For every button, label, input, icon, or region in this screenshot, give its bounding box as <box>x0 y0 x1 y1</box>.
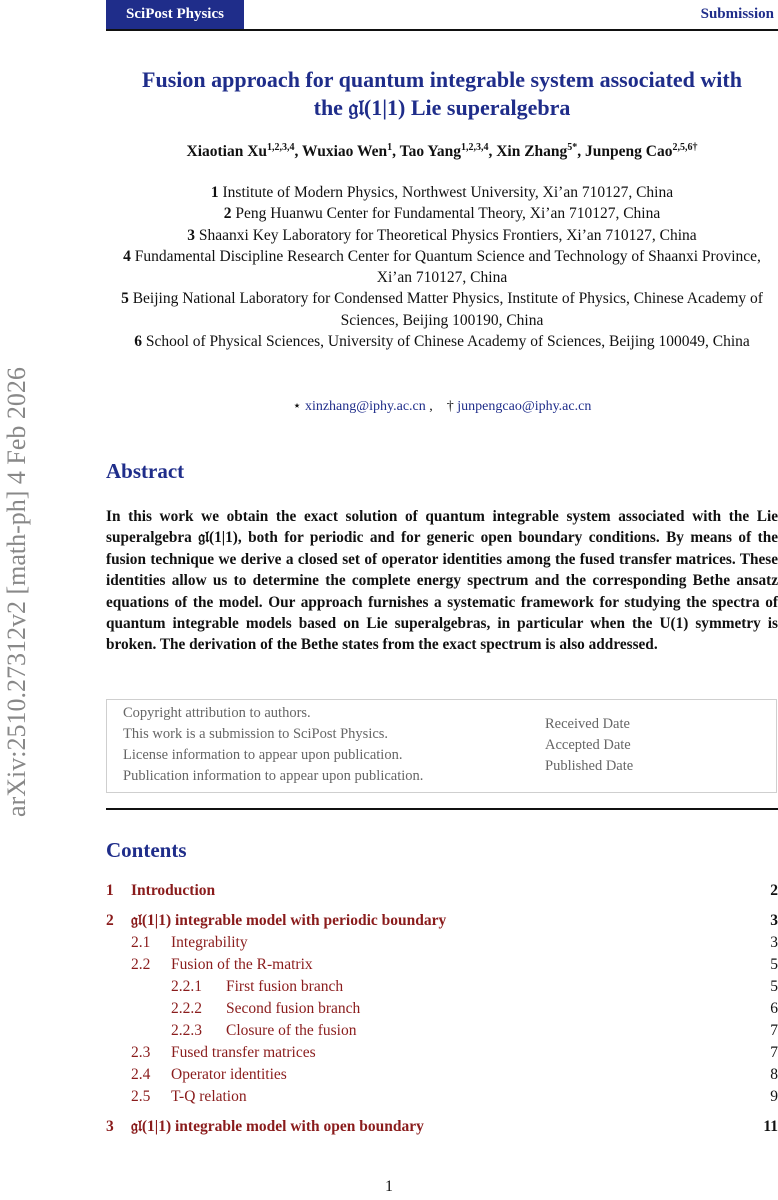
toc-page: 3 <box>770 934 778 951</box>
affiliation-item <box>106 246 778 289</box>
toc-label: 𝔤𝔩(1|1) integrable model with open boundary <box>131 1118 424 1135</box>
title-line-1: Fusion approach for quantum integrable system associated with <box>142 67 742 92</box>
affiliation-number: 2 <box>223 205 232 223</box>
affiliation-item <box>106 182 778 203</box>
toc-number: 2.2 <box>131 956 151 973</box>
toc-page: 5 <box>770 978 778 995</box>
accepted-date: Accepted Date <box>545 737 631 753</box>
contents-heading: Contents <box>106 838 187 862</box>
submission-label: Submission <box>700 6 774 22</box>
affiliation-text: School of Physical Sciences, University of Chinese Academy of Sciences, Beijing 100049, China <box>145 333 750 351</box>
affiliation-number: 5 <box>121 290 129 308</box>
affiliation-item <box>106 225 778 246</box>
toc-number: 2.5 <box>131 1088 151 1105</box>
toc-entry[interactable] <box>106 1064 778 1086</box>
abstract-heading: Abstract <box>106 459 185 483</box>
affiliation-number: 1 <box>210 184 219 201</box>
section-rule <box>106 808 778 810</box>
toc-entry[interactable] <box>106 976 778 998</box>
toc-number: 2.2.1 <box>171 978 202 995</box>
toc-page: 9 <box>770 1088 778 1105</box>
toc-label: First fusion branch <box>226 978 344 995</box>
date-info <box>545 714 633 777</box>
author-list: Xiaotian Xu$^{1,2,3,4}$, Wuxiao Wen$^1$, Tao Yang$^{1,2,3,4}$, Xin Zhang$^{5*}$, Junpeng Cao$^{2,5,6\dagger}$ <box>186 142 698 161</box>
received-date: Received Date <box>545 716 630 732</box>
abstract-text: In this work we obtain the exact solution of quantum integrable system associated with the Lie superalgebra 𝔤𝔩(1|1), both for periodic and for generic open boundary conditions. By means of the fusion technique we derive a closed set of operator identities among the fused transfer matrices. These identities allow us to determine the complete energy spectrum and the corresponding Bethe ansatz equations of the model. Our approach furnishes a systematic framework for studying the spectra of quantum integrable models based on Lie superalgebras, in particular when the U(1) symmetry is broken. The derivation of the Bethe states from the exact spectrum is also addressed. <box>106 508 778 654</box>
affiliation-text: Beijing National Laboratory for Condensed Matter Physics, Institute of Physics, Chinese Academy of Sciences, Beijing 100190, China <box>132 290 763 329</box>
submission-line: This work is a submission to SciPost Physics. <box>123 726 389 742</box>
toc-entry[interactable] <box>106 1086 778 1108</box>
author-name: Xiaotian Xu <box>186 143 268 161</box>
affiliation-text: Shaanxi Key Laboratory for Theoretical Physics Frontiers, Xi’an 710127, China <box>198 226 697 244</box>
affiliation-text: Peng Huanwu Center for Fundamental Theory, Xi’an 710127, China <box>235 205 661 223</box>
toc-entry[interactable] <box>106 1020 778 1042</box>
toc-label: 𝔤𝔩(1|1) integrable model with periodic boundary <box>131 912 447 929</box>
corresponding-emails: ⋆ xinzhang@iphy.ac.cn , † junpengcao@iphy.ac.cn <box>292 399 592 414</box>
toc-label: Fused transfer matrices <box>171 1044 316 1061</box>
toc-number: 1 <box>106 882 114 899</box>
toc-label: Introduction <box>131 882 216 899</box>
affiliation-item <box>106 288 778 331</box>
paper-title <box>106 66 778 122</box>
email-link-2[interactable]: junpengcao@iphy.ac.cn <box>457 399 592 414</box>
license-info <box>123 703 423 787</box>
toc-gap <box>106 902 778 910</box>
publication-info-box <box>106 699 777 793</box>
author-name: Xin Zhang <box>496 143 568 161</box>
toc-number: 2.2.2 <box>171 1000 202 1017</box>
page-number: 1 <box>385 1178 393 1195</box>
author-affiliation-marker: 1 <box>387 142 393 153</box>
author-affiliation-marker: 5* <box>567 142 578 153</box>
affiliation-number: 4 <box>123 247 131 265</box>
copyright-line: Copyright attribution to authors. <box>123 705 311 721</box>
dagger-symbol: † <box>446 399 454 414</box>
toc-label: Fusion of the R-matrix <box>171 956 313 973</box>
toc-number: 2.1 <box>131 934 151 951</box>
star-symbol: ⋆ <box>292 399 302 414</box>
affiliation-item <box>106 331 778 352</box>
toc-number: 2.3 <box>131 1044 151 1061</box>
author-name: Junpeng Cao <box>585 143 673 161</box>
arxiv-stamp[interactable]: arXiv:2510.27312v2 [math-ph] 4 Feb 2026 <box>2 367 31 817</box>
toc-number: 2 <box>106 912 114 929</box>
affiliation-number: 6 <box>134 333 142 351</box>
author-affiliation-marker: 1,2,3,4 <box>267 142 295 153</box>
publication-line: Publication information to appear upon publication. <box>123 768 424 784</box>
toc-label: Integrability <box>171 934 248 951</box>
toc-number: 2.4 <box>131 1066 151 1083</box>
author-affiliation-marker: 2,5,6† <box>672 142 698 153</box>
toc-page: 5 <box>770 956 778 973</box>
toc-page: 2 <box>770 882 778 899</box>
affiliation-item <box>106 203 778 224</box>
toc-entry[interactable] <box>106 954 778 976</box>
toc-entry[interactable] <box>106 1042 778 1064</box>
affiliation-number: 3 <box>187 226 196 244</box>
toc-label: T-Q relation <box>171 1088 247 1105</box>
license-line: License information to appear upon publication. <box>123 747 403 763</box>
toc-entry[interactable] <box>106 880 778 902</box>
toc-entry[interactable] <box>106 1116 778 1138</box>
journal-badge: SciPost Physics <box>106 0 244 29</box>
author-affiliation-marker: 1,2,3,4 <box>460 142 489 153</box>
toc-label: Closure of the fusion <box>226 1022 357 1039</box>
toc-gap <box>106 1108 778 1116</box>
toc-page: 11 <box>763 1118 778 1135</box>
toc-entry[interactable] <box>106 998 778 1020</box>
toc-page: 7 <box>770 1044 778 1061</box>
title-line-2: the 𝔤𝔩(1|1) Lie superalgebra <box>313 95 571 120</box>
author-name: Tao Yang <box>399 143 461 161</box>
affiliation-list <box>106 182 778 352</box>
affiliation-text: Institute of Modern Physics, Northwest University, Xi’an 710127, China <box>222 184 674 201</box>
toc-page: 7 <box>770 1022 778 1039</box>
toc-page: 8 <box>770 1066 778 1083</box>
table-of-contents <box>106 880 778 1138</box>
toc-label: Operator identities <box>171 1066 287 1083</box>
toc-entry[interactable] <box>106 910 778 932</box>
toc-entry[interactable] <box>106 932 778 954</box>
affiliation-text: Fundamental Discipline Research Center for Quantum Science and Technology of Shaanxi Province, Xi’an 710127, China <box>134 247 761 287</box>
published-date: Published Date <box>545 758 634 774</box>
toc-label: Second fusion branch <box>226 1000 361 1017</box>
toc-page: 6 <box>770 1000 778 1017</box>
header-rule <box>106 29 778 31</box>
toc-number: 3 <box>106 1118 114 1135</box>
author-name: Wuxiao Wen <box>302 143 388 161</box>
email-link-1[interactable]: xinzhang@iphy.ac.cn <box>304 399 426 414</box>
toc-number: 2.2.3 <box>171 1022 202 1039</box>
toc-page: 3 <box>770 912 778 929</box>
